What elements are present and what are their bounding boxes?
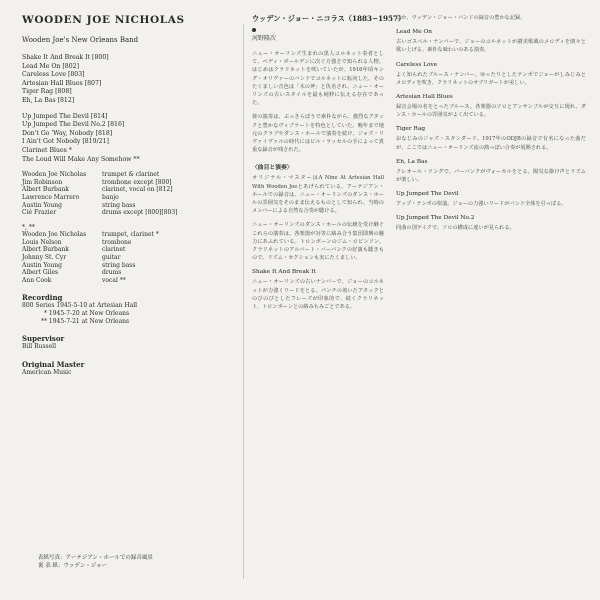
track-item: Careless Love [803] — [22, 71, 85, 79]
recording-row — [22, 302, 237, 310]
credits-column — [22, 14, 237, 376]
musician-name: Jim Robinson — [22, 178, 63, 186]
musician-name: Ann Cook — [22, 276, 52, 284]
musician-name: Albert Giles — [22, 269, 59, 277]
personnel-row — [22, 277, 237, 285]
track-note-text: 同曲の別テイクで、ソロの構成に違いが見られる。 — [396, 225, 515, 232]
notes-paragraph: ニュー・オーリンズの古いナンバーで、ジョーのコルネットが力強くリードをとる。パンチの効いたアタックとのびのびとしたフレーズが印象的で、続くクラリネット、トロンボーンとの絡みもみごとである。 — [252, 279, 384, 311]
musician-instrument: trombone except [800] — [102, 178, 172, 186]
track-item: Shake It And Break It [800] — [22, 54, 109, 61]
notes-title: ウッデン・ジョー・ニコラス（1883−1957） — [252, 14, 406, 23]
personnel-row — [22, 246, 237, 254]
recording-text: 1945-7-21 at New Orleans — [48, 317, 130, 325]
notes-paragraph: オリジナル・マスターはA Nine At Artesian Hall With Wooden Joeとあげられている。アーテジアン・ホールでの録音は、ニュー・オーリンズのダンス・ホールの雰囲気をそのまま伝えるものとして知られ、当時のメンバーによる自然な合奏が聴ける。 — [252, 175, 384, 215]
track-item: I Ain't Got Nobody [819/21] — [22, 138, 109, 146]
musician-instrument: guitar — [102, 254, 121, 262]
musician-name: Wooden Joe Nicholas — [22, 171, 87, 179]
musician-name: Albert Burbank — [22, 186, 69, 194]
track-note-title: Lead Me On — [396, 29, 432, 36]
notes-paragraph: 彼の演奏は、ぶっきらぼうで素朴ながら、強烈なアタックと豊かなヴィブラートを特色としていた。晩年まで地元のクラブやダンス・ホールで演奏を続け、ジャズ・リヴァイヴァルの時代にはビル・ラッセルの手によって貴重な録音が残された。 — [252, 114, 384, 154]
recording-list — [22, 302, 237, 325]
track-item: Artesian Hall Blues [807] — [22, 79, 102, 87]
musician-name: Louis Nelson — [22, 238, 62, 246]
track-note-title: Up Jumped The Devil No.2 — [396, 215, 475, 222]
track-item: The Loud Will Make Any Somehow ** — [22, 155, 140, 163]
recording-row — [22, 318, 237, 326]
track-note-text: アップ・テンポの快演。ジョーの力強いリードがバンド全体を引っぱる。 — [396, 201, 567, 208]
track-note-title: Shake It And Break It — [252, 269, 316, 276]
musician-instrument: clarinet, vocal on [812] — [102, 186, 173, 194]
track-item: Clarinet Blues * — [22, 146, 72, 154]
track-note-text: おなじみのジャズ・スタンダード。1917年のODJBの録音で有名になった曲だが、ここではニュー・オーリンズ流の熱っぽい合奏が展開される。 — [396, 136, 586, 151]
master-label: American Music — [22, 368, 72, 376]
track-note-title: Artesian Hall Blues — [396, 94, 453, 101]
musician-instrument: vocal ** — [102, 276, 126, 284]
notes-column-1 — [252, 14, 406, 311]
notes-intro: ほか、ウッデン・ジョー・バンドの録音の豊かな記録。 — [396, 15, 526, 21]
personnel-row — [22, 269, 237, 277]
personnel-b — [22, 224, 237, 285]
notes-author — [252, 26, 384, 42]
personnel-row — [22, 239, 237, 247]
personnel-row — [22, 171, 237, 179]
musician-instrument: string bass — [102, 201, 136, 209]
track-note-title: Careless Love — [396, 61, 438, 68]
master-heading: Original Master — [22, 359, 85, 369]
track-list-b — [22, 113, 237, 165]
recording-text: 1945-5-10 at Artesian Hall — [56, 302, 138, 310]
section-heading: 〈曲目と演奏〉 — [252, 165, 293, 172]
musician-name: Cié Frazier — [22, 209, 57, 217]
track-item: Tiger Rag [808] — [22, 88, 72, 96]
track-note-title: Tiger Rag — [396, 126, 426, 133]
track-note-text: 録音会場の名をとったブルース。各楽器のソロとアンサンブルが交互に現れ、ダンス・ホールの雰囲気がよく出ている。 — [396, 104, 586, 119]
personnel-row — [22, 179, 237, 187]
track-note-text: クレオール・ソングで、バーバンクがヴォーカルをとる。陽気な掛け声とリズムが楽しい。 — [396, 168, 586, 184]
musician-instrument: trumpet & clarinet — [102, 171, 160, 179]
personnel-row — [22, 254, 237, 262]
bullet-icon — [252, 28, 256, 32]
column-divider — [243, 24, 244, 579]
track-item: Eh, La Bas [812] — [22, 96, 75, 104]
recording-heading: Recording — [22, 293, 63, 303]
personnel-row — [22, 202, 237, 210]
musician-name: Albert Burbank — [22, 246, 69, 254]
musician-instrument: trumpet, clarinet * — [102, 231, 159, 239]
musician-name: Austin Young — [22, 201, 62, 209]
personnel-row — [22, 186, 237, 194]
musician-instrument: banjo — [102, 193, 119, 201]
track-note-title: Eh, La Bas — [396, 158, 428, 165]
notes-paragraph: ニュー・オーリンズ生まれの黒人コルネット奏者として、ベディ・ボールデンに次ぐ力強さで知られる人物。はじめはクラリネットを吹いていたが、1916年頃キング・オリヴァーのバンドでコルネットに転向した。そのたくましい音色は「木の斧」と仇名され、ニュー・オーリンズの古いスタイルを最も純粋に伝える存在であった。 — [252, 51, 384, 107]
musician-name: Johnny St. Cyr — [22, 254, 67, 262]
album-title: WOODEN JOE NICHOLAS — [22, 14, 185, 26]
musician-name: Lawrence Marrero — [22, 193, 80, 201]
track-item: Lead Me On [802] — [22, 62, 80, 70]
cover-photo-credit: 表紙写真：アーテジアン・ホールでの録音風景 — [38, 555, 153, 561]
track-note-text: 古いゴスペル・ナンバーで、ジョーのコルネットが讃美歌風のメロディを朗々と歌い上げる。素朴な味わいのある演奏。 — [396, 39, 586, 54]
personnel-a — [22, 171, 237, 217]
supervisor-name: Bill Russell — [22, 343, 57, 351]
band-subtitle: Wooden Joe's New Orleans Band — [22, 36, 139, 44]
track-item: Up Jumped The Devil [814] — [22, 112, 108, 120]
track-note-title: Up Jumped The Devil — [396, 191, 459, 198]
author-name: 河野隆次 — [252, 35, 277, 42]
notes-paragraph: ニュー・オーリンズのダンス・ホールの伝統を受け継ぐこれらの演奏は、各楽器が対等に絡み合う集団即興の魅力にあふれている。トロンボーンのジム・ロビンソン、クラリネットのアルバート・バーバンクの好演も聴きもので、リズム・セクションも実にたくましい。 — [252, 222, 384, 262]
musician-instrument: string bass — [102, 261, 136, 269]
supervisor-heading: Supervisor — [22, 334, 65, 344]
track-note-text: よく知られたブルース・ナンバー。ゆったりとしたテンポでジョーがしみじみとメロディを吹き、クラリネットのオブリガートが美しい。 — [396, 71, 586, 86]
recording-label: * — [44, 310, 47, 318]
musician-name: Austin Young — [22, 261, 62, 269]
personnel-b-marker: *, ** — [22, 223, 35, 231]
photo-credits — [38, 555, 153, 570]
musician-instrument: drums — [102, 269, 122, 277]
musician-name: Wooden Joe Nicholas — [22, 231, 87, 239]
track-list-a — [22, 54, 237, 106]
recording-label: ** — [41, 317, 47, 325]
recording-text: 1945-7-20 at New Orleans — [48, 310, 130, 318]
notes-column-2 — [396, 14, 586, 233]
personnel-row — [22, 262, 237, 270]
back-cover-credit: 裏 表 紙：ウッデン・ジョー — [38, 562, 108, 569]
musician-instrument: drums except [800][803] — [102, 209, 178, 217]
track-item: Up Jumped The Devil No.2 [816] — [22, 121, 125, 129]
personnel-row — [22, 194, 237, 202]
personnel-row — [22, 209, 237, 217]
personnel-row — [22, 231, 237, 239]
musician-instrument: clarinet — [102, 246, 126, 254]
recording-row — [22, 310, 237, 318]
recording-label: 800 Series — [22, 302, 55, 310]
musician-instrument: trombone — [102, 238, 132, 246]
track-item: Don't Go 'Way, Nobody [818] — [22, 129, 113, 137]
